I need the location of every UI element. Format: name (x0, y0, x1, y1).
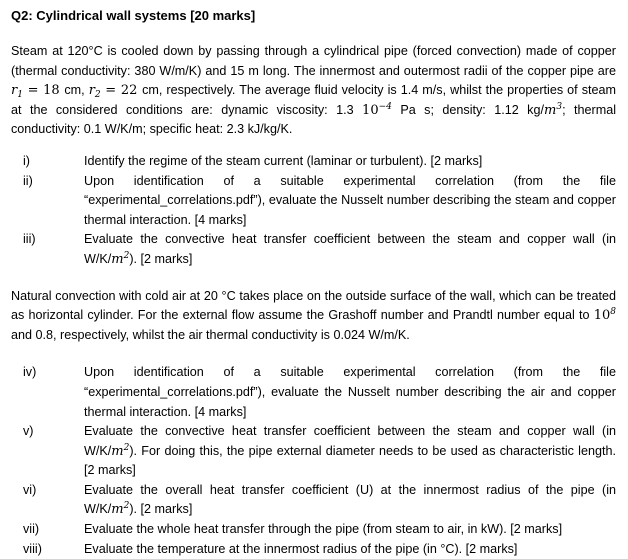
item-number: iii) (23, 232, 36, 247)
intro-text-5: ; thermal conductivity: 0.1 W/K/m; specific heat: 2.3 kJ/kg/K. (11, 102, 616, 137)
r2-formula: $r_2 = 22$ (88, 83, 143, 101)
area-unit: $m^2$ (111, 501, 130, 518)
list-item (11, 540, 616, 559)
intro-text-1: Steam at 120°C is cooled down by passing through a cylindrical pipe (forced convection) made of copper (thermal conductivity: 380 W/m/K) and 15 m long. The innermost and outermost radii of the copper pipe are (11, 44, 616, 78)
item-text: Upon identification of a suitable experimental correlation (from the file “experimental_correlations.pdf”), evaluate the Nusselt number describing the air and copper thermal interaction. [4 marks] (84, 365, 616, 419)
item-text: Upon identification of a suitable experimental correlation (from the file “experimental_correlations.pdf”), evaluate the Nusselt number describing the steam and copper thermal interaction. [4 marks] (84, 173, 616, 227)
question-list-2 (11, 363, 616, 559)
list-item (11, 422, 616, 481)
item-number: i) (23, 153, 30, 168)
item-number: iv) (23, 365, 37, 380)
item-number: v) (23, 424, 34, 439)
density-unit: $m^3$ (544, 101, 563, 118)
item-text: Evaluate the whole heat transfer through the pipe (from steam to air, in kW). [2 marks] (84, 522, 563, 537)
para2-text-1: Natural convection with cold air at 20 °C takes place on the outside surface of the wall, which can be treated as horizontal cylinder. For the external flow assume the Grashoff number and Prandtl number equal to (11, 288, 616, 323)
viscosity-power: $10^{-4}$ (362, 101, 392, 118)
item-text: Evaluate the overall heat transfer coefficient (U) at the innermost radius of the pipe (in $W/K/m^2$). [2 marks] (84, 482, 616, 518)
grashoff-power: $10^8$ (593, 307, 616, 324)
item-number: vii) (23, 522, 40, 537)
r1-formula: $r_1 = 18$ (11, 83, 65, 101)
item-number: vi) (23, 482, 37, 497)
item-text: Evaluate the temperature at the innermost radius of the pipe (in °C). [2 marks] (84, 541, 518, 556)
intro-text-3: cm, respectively. The average fluid velocity is 1.4 m/s, whilst the properties of steam at the considered conditions are: dynamic viscosity: 1.3 (11, 83, 616, 117)
list-item (11, 152, 616, 172)
question-title: Q2: Cylindrical wall systems [20 marks] (11, 8, 256, 23)
item-number: ii) (23, 173, 33, 188)
intro-text-2: cm, (64, 83, 89, 98)
list-item (11, 520, 616, 540)
item-text: Evaluate the convective heat transfer coefficient between the steam and copper wall (in $W/K/m^2$). For doing this, the pipe external diameter needs to be used as characteristic length. [2 marks] (84, 424, 616, 478)
intro-text-4: Pa s; density: 1.12 kg/ (391, 102, 544, 117)
item-text: Identify the regime of the steam current (laminar or turbulent). [2 marks] (84, 153, 483, 168)
question-list-1 (11, 152, 616, 270)
area-unit: $m^2$ (111, 442, 130, 459)
area-unit: $m^2$ (111, 250, 130, 267)
item-text: Evaluate the convective heat transfer coefficient between the steam and copper wall (in $W/K/m^2$). [2 marks] (84, 232, 616, 267)
natural-convection-paragraph (11, 287, 616, 346)
list-item (11, 230, 616, 269)
list-item (11, 363, 616, 422)
intro-paragraph (11, 42, 616, 140)
list-item (11, 172, 616, 231)
item-number: viii) (23, 541, 42, 556)
list-item (11, 481, 616, 520)
para2-text-2: and 0.8, respectively, whilst the air thermal conductivity is 0.024 W/m/K. (11, 327, 410, 342)
